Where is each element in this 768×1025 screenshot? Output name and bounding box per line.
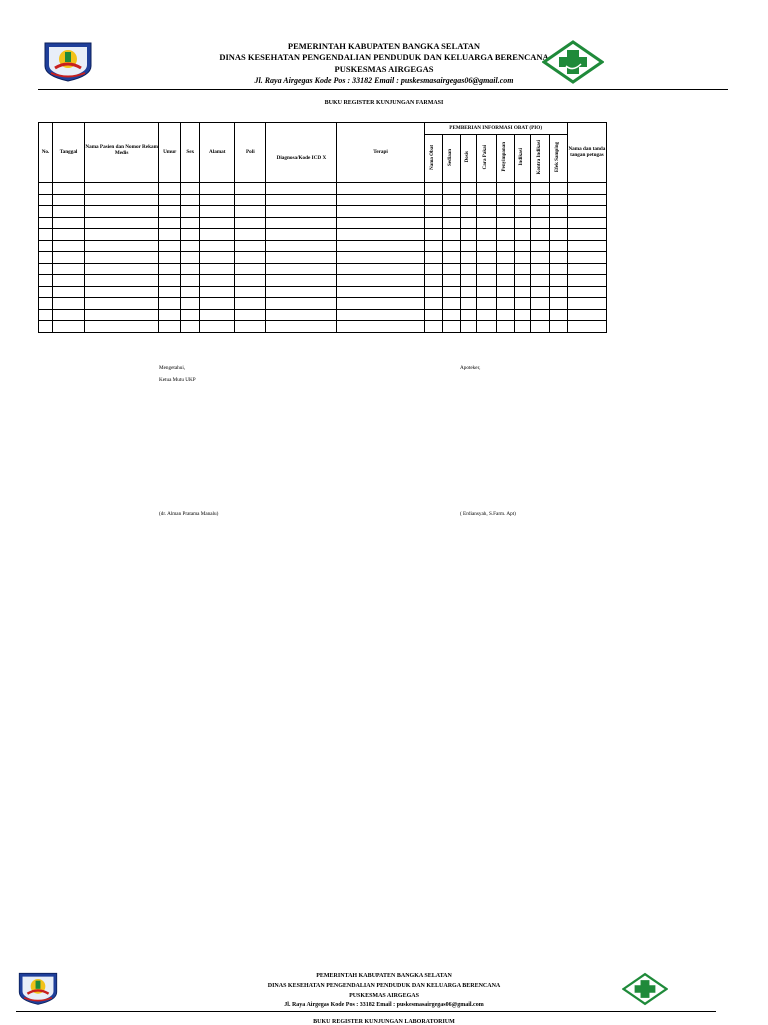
table-cell bbox=[266, 217, 337, 229]
table-cell bbox=[235, 217, 266, 229]
table-cell bbox=[567, 298, 606, 310]
table-cell bbox=[442, 217, 460, 229]
col-nama-pasien: Nama Pasien dan Nomor Rekam Medis bbox=[85, 123, 159, 183]
table-cell bbox=[39, 240, 53, 252]
table-cell bbox=[424, 217, 442, 229]
table-cell bbox=[424, 275, 442, 287]
table-cell bbox=[567, 252, 606, 264]
table-cell bbox=[337, 217, 424, 229]
table-cell bbox=[514, 252, 530, 264]
table-cell bbox=[476, 206, 496, 218]
table-row bbox=[39, 309, 607, 321]
table-cell bbox=[514, 194, 530, 206]
table-row bbox=[39, 275, 607, 287]
table-cell bbox=[424, 321, 442, 333]
table-cell bbox=[476, 252, 496, 264]
table-cell bbox=[266, 286, 337, 298]
table-cell bbox=[476, 183, 496, 195]
table-row bbox=[39, 321, 607, 333]
table-cell bbox=[159, 321, 181, 333]
table-cell bbox=[53, 183, 85, 195]
table-cell bbox=[200, 275, 235, 287]
table-cell bbox=[549, 229, 567, 241]
table-cell bbox=[181, 206, 200, 218]
table-cell bbox=[424, 263, 442, 275]
table-cell bbox=[567, 309, 606, 321]
table-row bbox=[39, 194, 607, 206]
table-cell bbox=[39, 275, 53, 287]
table-cell bbox=[266, 194, 337, 206]
table-cell bbox=[200, 217, 235, 229]
table-cell bbox=[85, 229, 159, 241]
table-cell bbox=[53, 275, 85, 287]
table-cell bbox=[266, 240, 337, 252]
table-cell bbox=[442, 321, 460, 333]
table-cell bbox=[476, 217, 496, 229]
table-cell bbox=[567, 286, 606, 298]
table-cell bbox=[530, 263, 549, 275]
table-cell bbox=[424, 298, 442, 310]
table-cell bbox=[496, 321, 514, 333]
table-cell bbox=[442, 275, 460, 287]
table-cell bbox=[85, 263, 159, 275]
table-cell bbox=[567, 194, 606, 206]
table-cell bbox=[235, 309, 266, 321]
header-department: DINAS KESEHATAN PENGENDALIAN PENDUDUK DAN KELUARGA BERENCANA bbox=[219, 52, 549, 62]
col-sex: Sex bbox=[181, 123, 200, 183]
col-alamat: Alamat bbox=[200, 123, 235, 183]
table-cell bbox=[181, 194, 200, 206]
table-cell bbox=[159, 309, 181, 321]
table-cell bbox=[567, 217, 606, 229]
table-cell bbox=[266, 263, 337, 275]
table-cell bbox=[530, 298, 549, 310]
table-cell bbox=[337, 240, 424, 252]
table-cell bbox=[337, 252, 424, 264]
table-cell bbox=[200, 263, 235, 275]
next-page-cross-logo-icon bbox=[622, 972, 668, 1006]
table-row bbox=[39, 206, 607, 218]
table-cell bbox=[460, 183, 476, 195]
table-cell bbox=[53, 194, 85, 206]
table-cell bbox=[530, 183, 549, 195]
table-cell bbox=[53, 240, 85, 252]
col-poli: Poli bbox=[235, 123, 266, 183]
table-cell bbox=[235, 183, 266, 195]
table-cell bbox=[460, 206, 476, 218]
table-cell bbox=[530, 286, 549, 298]
table-cell bbox=[181, 183, 200, 195]
table-cell bbox=[496, 229, 514, 241]
table-cell bbox=[235, 263, 266, 275]
next-header-address: Jl. Raya Airgegas Kode Pos : 33182 Email : puskesmasairgegas06@gmail.com bbox=[284, 1002, 484, 1008]
table-cell bbox=[496, 309, 514, 321]
table-cell bbox=[85, 217, 159, 229]
table-cell bbox=[496, 217, 514, 229]
table-cell bbox=[53, 309, 85, 321]
table-cell bbox=[476, 229, 496, 241]
table-cell bbox=[424, 183, 442, 195]
table-cell bbox=[85, 240, 159, 252]
table-cell bbox=[235, 275, 266, 287]
table-cell bbox=[476, 321, 496, 333]
table-cell bbox=[460, 309, 476, 321]
table-cell bbox=[476, 286, 496, 298]
table-cell bbox=[337, 309, 424, 321]
table-cell bbox=[476, 263, 496, 275]
next-header-divider bbox=[16, 1011, 716, 1012]
next-header-puskesmas: PUSKESMAS AIRGEGAS bbox=[349, 993, 419, 999]
table-cell bbox=[85, 194, 159, 206]
table-cell bbox=[514, 217, 530, 229]
table-cell bbox=[181, 217, 200, 229]
table-cell bbox=[85, 206, 159, 218]
sign-left-label: Mengetahui, bbox=[159, 365, 186, 371]
table-cell bbox=[266, 252, 337, 264]
header-address: Jl. Raya Airgegas Kode Pos : 33182 Email : puskesmasairgegas06@gmail.com bbox=[254, 76, 514, 85]
table-cell bbox=[200, 240, 235, 252]
table-cell bbox=[200, 229, 235, 241]
table-cell bbox=[39, 263, 53, 275]
table-cell bbox=[200, 286, 235, 298]
table-row bbox=[39, 252, 607, 264]
table-cell bbox=[53, 286, 85, 298]
table-cell bbox=[442, 183, 460, 195]
table-cell bbox=[235, 321, 266, 333]
table-cell bbox=[39, 206, 53, 218]
table-cell bbox=[549, 217, 567, 229]
table-cell bbox=[53, 298, 85, 310]
table-cell bbox=[39, 183, 53, 195]
table-cell bbox=[514, 229, 530, 241]
table-cell bbox=[266, 206, 337, 218]
table-cell bbox=[53, 229, 85, 241]
table-cell bbox=[85, 286, 159, 298]
table-cell bbox=[549, 194, 567, 206]
table-cell bbox=[39, 321, 53, 333]
table-cell bbox=[567, 229, 606, 241]
table-cell bbox=[549, 240, 567, 252]
next-document-title: BUKU REGISTER KUNJUNGAN LABORATORIUM bbox=[313, 1019, 455, 1025]
table-cell bbox=[53, 206, 85, 218]
table-cell bbox=[159, 229, 181, 241]
table-cell bbox=[85, 183, 159, 195]
table-cell bbox=[266, 183, 337, 195]
header-puskesmas: PUSKESMAS AIRGEGAS bbox=[334, 64, 434, 74]
table-cell bbox=[337, 321, 424, 333]
table-cell bbox=[337, 298, 424, 310]
col-efek-samping: Efek Samping bbox=[555, 141, 561, 173]
table-cell bbox=[424, 206, 442, 218]
table-cell bbox=[460, 263, 476, 275]
table-cell bbox=[476, 275, 496, 287]
table-cell bbox=[514, 309, 530, 321]
table-cell bbox=[181, 321, 200, 333]
table-cell bbox=[235, 252, 266, 264]
sign-right-label: Apoteker, bbox=[460, 365, 481, 371]
table-cell bbox=[476, 194, 496, 206]
table-cell bbox=[567, 263, 606, 275]
document-title: BUKU REGISTER KUNJUNGAN FARMASI bbox=[324, 100, 444, 106]
next-header-government: PEMERINTAH KABUPATEN BANGKA SELATAN bbox=[316, 973, 452, 979]
table-cell bbox=[496, 194, 514, 206]
col-cara-pakai: Cara Pakai bbox=[483, 144, 489, 170]
table-cell bbox=[567, 206, 606, 218]
table-cell bbox=[549, 309, 567, 321]
table-cell bbox=[530, 229, 549, 241]
col-umur: Umur bbox=[159, 123, 181, 183]
sign-left-role: Ketua Mutu UKP bbox=[159, 377, 196, 383]
col-terapi: Terapi bbox=[337, 123, 424, 183]
table-cell bbox=[567, 183, 606, 195]
table-cell bbox=[549, 321, 567, 333]
table-cell bbox=[442, 194, 460, 206]
table-cell bbox=[159, 206, 181, 218]
table-cell bbox=[85, 321, 159, 333]
table-cell bbox=[266, 298, 337, 310]
table-cell bbox=[266, 229, 337, 241]
table-cell bbox=[181, 275, 200, 287]
table-cell bbox=[530, 194, 549, 206]
table-cell bbox=[235, 206, 266, 218]
header-government: PEMERINTAH KABUPATEN BANGKA SELATAN bbox=[287, 41, 481, 51]
table-cell bbox=[424, 194, 442, 206]
table-cell bbox=[337, 194, 424, 206]
table-cell bbox=[85, 252, 159, 264]
table-cell bbox=[442, 206, 460, 218]
table-cell bbox=[460, 298, 476, 310]
table-cell bbox=[235, 240, 266, 252]
table-cell bbox=[200, 206, 235, 218]
col-sediaan: Sediaan bbox=[448, 148, 454, 166]
table-cell bbox=[442, 309, 460, 321]
table-cell bbox=[235, 298, 266, 310]
table-cell bbox=[424, 286, 442, 298]
table-cell bbox=[424, 229, 442, 241]
table-cell bbox=[85, 298, 159, 310]
table-cell bbox=[53, 252, 85, 264]
table-row bbox=[39, 263, 607, 275]
table-cell bbox=[460, 321, 476, 333]
table-cell bbox=[514, 275, 530, 287]
table-cell bbox=[567, 321, 606, 333]
table-cell bbox=[235, 229, 266, 241]
table-cell bbox=[530, 217, 549, 229]
table-cell bbox=[200, 321, 235, 333]
table-cell bbox=[181, 286, 200, 298]
table-cell bbox=[514, 321, 530, 333]
table-cell bbox=[39, 217, 53, 229]
table-cell bbox=[530, 206, 549, 218]
table-cell bbox=[39, 229, 53, 241]
col-kontra-indikasi: Kontra Indikasi bbox=[536, 139, 542, 175]
table-row bbox=[39, 286, 607, 298]
sign-left-name: (dr. Alman Pratama Manalu) bbox=[159, 511, 219, 517]
table-cell bbox=[159, 240, 181, 252]
header-divider bbox=[38, 89, 728, 90]
table-cell bbox=[549, 252, 567, 264]
table-cell bbox=[85, 275, 159, 287]
table-cell bbox=[496, 183, 514, 195]
table-cell bbox=[39, 252, 53, 264]
table-cell bbox=[549, 183, 567, 195]
puskesmas-cross-logo-icon bbox=[542, 40, 604, 84]
table-cell bbox=[266, 309, 337, 321]
table-cell bbox=[442, 263, 460, 275]
table-cell bbox=[181, 263, 200, 275]
table-cell bbox=[39, 286, 53, 298]
table-cell bbox=[200, 298, 235, 310]
table-cell bbox=[514, 286, 530, 298]
table-cell bbox=[530, 309, 549, 321]
table-cell bbox=[85, 309, 159, 321]
table-cell bbox=[337, 263, 424, 275]
table-cell bbox=[496, 240, 514, 252]
table-cell bbox=[496, 263, 514, 275]
table-cell bbox=[460, 229, 476, 241]
table-cell bbox=[200, 309, 235, 321]
table-cell bbox=[181, 229, 200, 241]
table-cell bbox=[530, 252, 549, 264]
next-header-department: DINAS KESEHATAN PENGENDALIAN PENDUDUK DAN KELUARGA BERENCANA bbox=[267, 983, 501, 989]
table-cell bbox=[424, 252, 442, 264]
table-cell bbox=[496, 275, 514, 287]
table-cell bbox=[159, 286, 181, 298]
table-cell bbox=[549, 263, 567, 275]
table-cell bbox=[442, 240, 460, 252]
table-cell bbox=[337, 286, 424, 298]
table-cell bbox=[200, 183, 235, 195]
table-cell bbox=[549, 286, 567, 298]
table-cell bbox=[442, 286, 460, 298]
table-cell bbox=[514, 240, 530, 252]
table-cell bbox=[442, 298, 460, 310]
table-cell bbox=[514, 183, 530, 195]
table-cell bbox=[476, 309, 496, 321]
table-cell bbox=[53, 263, 85, 275]
col-penyimpanan: Penyimpanan bbox=[502, 142, 508, 172]
table-row bbox=[39, 229, 607, 241]
table-cell bbox=[549, 275, 567, 287]
table-cell bbox=[460, 275, 476, 287]
table-cell bbox=[549, 298, 567, 310]
table-cell bbox=[337, 183, 424, 195]
table-cell bbox=[496, 252, 514, 264]
table-cell bbox=[181, 252, 200, 264]
table-cell bbox=[266, 321, 337, 333]
table-row bbox=[39, 217, 607, 229]
table-cell bbox=[181, 298, 200, 310]
col-petugas: Nama dan tanda tangan petugas bbox=[567, 123, 606, 183]
col-indikasi: Indikasi bbox=[519, 148, 525, 166]
table-row bbox=[39, 240, 607, 252]
table-cell bbox=[460, 240, 476, 252]
table-cell bbox=[159, 194, 181, 206]
table-cell bbox=[181, 309, 200, 321]
table-cell bbox=[159, 183, 181, 195]
table-cell bbox=[235, 286, 266, 298]
table-cell bbox=[442, 252, 460, 264]
table-row bbox=[39, 298, 607, 310]
sign-right-name: ( Erdiansyah, S.Farm. Apt) bbox=[460, 511, 516, 517]
table-cell bbox=[159, 275, 181, 287]
table-cell bbox=[337, 229, 424, 241]
table-cell bbox=[159, 298, 181, 310]
table-cell bbox=[200, 252, 235, 264]
table-cell bbox=[337, 275, 424, 287]
table-cell bbox=[181, 240, 200, 252]
table-cell bbox=[39, 298, 53, 310]
table-cell bbox=[337, 206, 424, 218]
table-row bbox=[39, 183, 607, 195]
table-cell bbox=[476, 298, 496, 310]
register-table bbox=[38, 122, 607, 333]
register-body bbox=[39, 183, 607, 333]
table-cell bbox=[159, 252, 181, 264]
col-diagnosa: Diagnosa/Kode ICD X bbox=[266, 123, 337, 183]
table-cell bbox=[530, 321, 549, 333]
table-cell bbox=[460, 286, 476, 298]
table-cell bbox=[514, 206, 530, 218]
table-cell bbox=[496, 206, 514, 218]
table-cell bbox=[53, 217, 85, 229]
col-dosis: Dosis bbox=[465, 151, 471, 163]
table-cell bbox=[567, 275, 606, 287]
table-cell bbox=[159, 217, 181, 229]
table-cell bbox=[424, 240, 442, 252]
table-cell bbox=[567, 240, 606, 252]
table-cell bbox=[530, 275, 549, 287]
table-cell bbox=[549, 206, 567, 218]
table-cell bbox=[442, 229, 460, 241]
table-cell bbox=[39, 194, 53, 206]
table-cell bbox=[200, 194, 235, 206]
table-cell bbox=[514, 263, 530, 275]
table-cell bbox=[424, 309, 442, 321]
table-cell bbox=[39, 309, 53, 321]
col-nama-obat: Nama Obat bbox=[430, 144, 436, 170]
table-cell bbox=[460, 217, 476, 229]
col-no: No. bbox=[39, 123, 53, 183]
table-cell bbox=[159, 263, 181, 275]
table-cell bbox=[514, 298, 530, 310]
table-cell bbox=[530, 240, 549, 252]
col-tanggal: Tanggal bbox=[53, 123, 85, 183]
table-cell bbox=[235, 194, 266, 206]
table-cell bbox=[460, 252, 476, 264]
table-cell bbox=[53, 321, 85, 333]
table-cell bbox=[496, 298, 514, 310]
table-cell bbox=[460, 194, 476, 206]
table-cell bbox=[266, 275, 337, 287]
table-cell bbox=[496, 286, 514, 298]
table-cell bbox=[476, 240, 496, 252]
col-group-pio: PEMBERIAN INFORMASI OBAT (PIO) bbox=[424, 123, 567, 135]
